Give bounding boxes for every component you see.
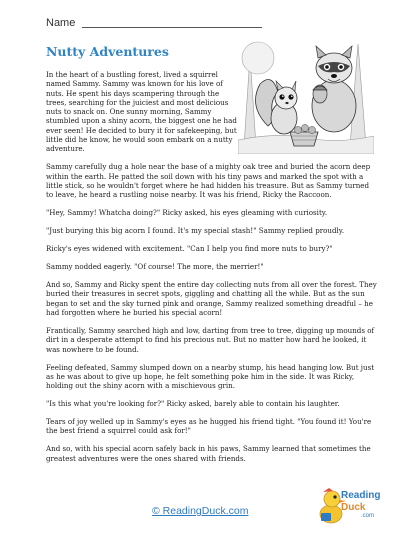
story-paragraph-3: "Hey, Sammy! Whatcha doing?" Ricky asked, his eyes gleaming with curiosity.: [46, 208, 328, 218]
logo-text-com: .com: [361, 513, 375, 519]
story-paragraph-11: Tears of joy welled up in Sammy's eyes as he hugged his friend tight. "You found it! You're the best friend a squirrel could ask for!": [46, 417, 372, 436]
story-paragraph-10: "Is this what you're looking for?" Ricky asked, barely able to contain his laughter.: [46, 399, 340, 409]
name-field[interactable]: [46, 17, 262, 29]
logo-text-reading: Reading: [341, 490, 381, 501]
story-paragraph-8: Frantically, Sammy searched high and low, darting from tree to tree, digging up mounds of dirt in a desperate attempt to find his precious nut. But no matter how hard he looked, it was nowhere to be found.: [46, 326, 375, 354]
story-paragraph-4: "Just burying this big acorn I found. It's my special stash!" Sammy replied proudly.: [46, 226, 345, 236]
story-paragraph-9: Feeling defeated, Sammy slumped down on a nearby stump, his head hanging low. But just as he was about to give up hope, he felt something poke him in the side. It was Ricky, holding out the shiny acorn with a mischievous grin.: [46, 362, 375, 391]
story-paragraph-1: In the heart of a bustling forest, lived a squirrel named Sammy. Sammy was known for his love of nuts. He spent his days scampering through the trees, searching for the juiciest and most delicious nuts to snack on. One sunny morning, Sammy stumbled upon a shiny acorn, the biggest one he had ever seen! He decided to bury it for safekeeping, but little did he know, he would soon embark on a nutty adventure.: [46, 70, 237, 154]
story-paragraph-2: Sammy carefully dug a hole near the base of a mighty oak tree and buried the acorn deep within the earth. He patted the soil down with his tiny paws and marked the spot with a little stick, so he wouldn't forget where he had hidden his treasure. But as Sammy turned to leave, he heard a rustling noise nearby. It was his friend, Ricky the Raccoon.: [46, 162, 371, 200]
name-underline[interactable]: [82, 27, 262, 28]
logo-text-duck: Duck: [341, 502, 366, 513]
story-paragraph-6: Sammy nodded eagerly. "Of course! The more, the merrier!": [46, 262, 264, 272]
story-title: Nutty Adventures: [46, 44, 169, 59]
readingduck-link[interactable]: © ReadingDuck.com: [152, 505, 249, 517]
name-label: Name: [46, 17, 76, 29]
readingduck-logo: [317, 480, 385, 528]
story-body: [46, 70, 378, 472]
story-paragraph-5: Ricky's eyes widened with excitement. "Can I help you find more nuts to bury?": [46, 244, 333, 254]
story-paragraph-12: And so, with his special acorn safely back in his paws, Sammy learned that sometimes the greatest adventures were the ones shared with friends.: [46, 444, 371, 463]
story-paragraph-7: And so, Sammy and Ricky spent the entire day collecting nuts from all over the forest. They buried their treasures in secret spots, giggling and chatting all the while. But as the sun began to set and the sky turned pink and orange, Sammy realized something dreadful – he had forgotten where he buried his special acorn!: [46, 280, 377, 318]
